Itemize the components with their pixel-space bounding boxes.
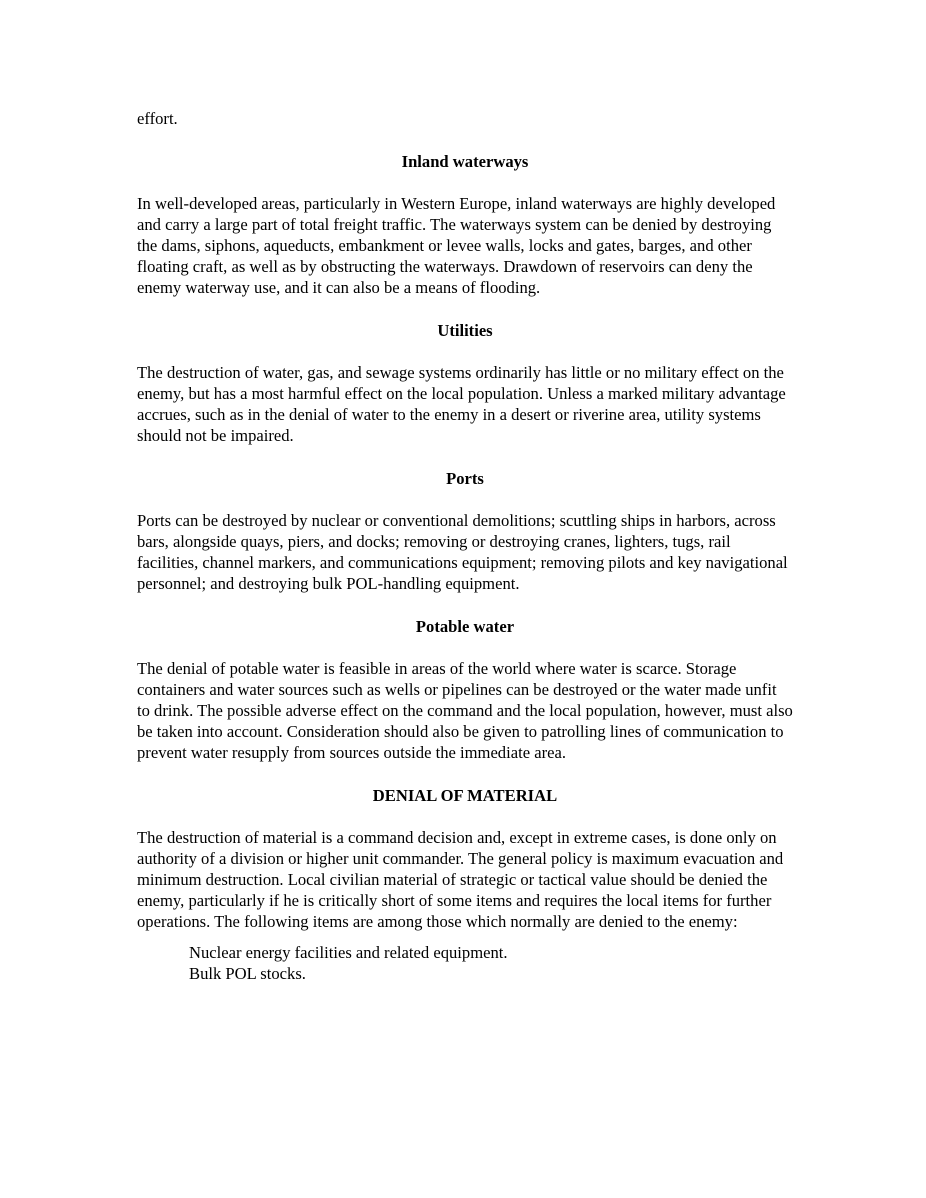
list-item: Bulk POL stocks. xyxy=(189,964,306,983)
heading-denial-of-material: DENIAL OF MATERIAL xyxy=(372,786,558,805)
heading-potable-water: Potable water xyxy=(415,617,515,636)
heading-utilities: Utilities xyxy=(437,321,493,340)
intro-tail-paragraph: effort. xyxy=(137,109,178,128)
inland-waterways-paragraph: In well-developed areas, particularly in Western Europe, inland waterways are highly developed and carry a large part of total freight traffic. The waterways system can be denied by destroying the dams, siphons, aqueducts, embankment or levee walls, locks and gates, barges, and other floating craft, as well as by obstructing the waterways. Drawdown of reservoirs can deny the enemy waterway use, and it can also be a means of flooding. xyxy=(137,194,776,297)
denied-items-list xyxy=(137,942,793,984)
potable-water-paragraph: The denial of potable water is feasible in areas of the world where water is scarce. Storage containers and water sources such as wells or pipelines can be destroyed or the water made unfit to drink. The possible adverse effect on the command and the local population, however, must also be taken into account. Consideration should also be given to patrolling lines of communication to prevent water resupply from sources outside the immediate area. xyxy=(137,659,793,762)
heading-ports: Ports xyxy=(446,469,484,488)
utilities-paragraph: The destruction of water, gas, and sewage systems ordinarily has little or no military effect on the enemy, but has a most harmful effect on the local population. Unless a marked military advantage accrues, such as in the denial of water to the enemy in a desert or riverine area, utility systems should not be impaired. xyxy=(137,363,786,445)
document-page xyxy=(137,108,793,984)
heading-inland-waterways: Inland waterways xyxy=(401,152,529,171)
ports-paragraph: Ports can be destroyed by nuclear or conventional demolitions; scuttling ships in harbors, across bars, alongside quays, piers, and docks; removing or destroying cranes, lighters, tugs, rail facilities, channel markers, and communications equipment; removing pilots and key navigational personnel; and destroying bulk POL-handling equipment. xyxy=(137,511,788,593)
denial-of-material-paragraph: The destruction of material is a command decision and, except in extreme cases, is done only on authority of a division or higher unit commander. The general policy is maximum evacuation and minimum destruction. Local civilian material of strategic or tactical value should be denied the enemy, particularly if he is critically short of some items and requires the local items for further operations. The following items are among those which normally are denied to the enemy: xyxy=(137,828,784,931)
list-item: Nuclear energy facilities and related equipment. xyxy=(189,943,508,962)
